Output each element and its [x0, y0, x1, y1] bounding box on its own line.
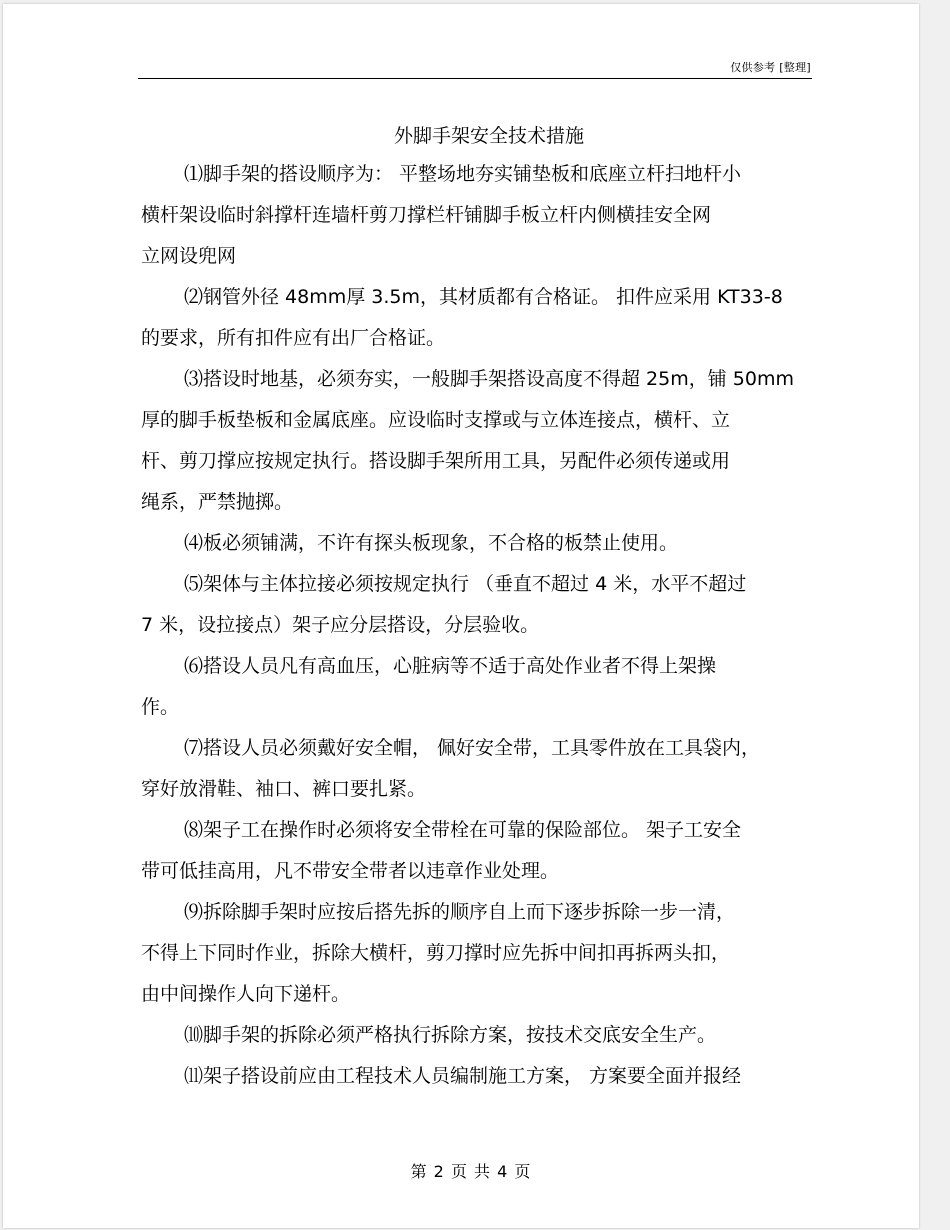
text-line: 作。: [141, 696, 180, 718]
page-footer: 第 2 页 共 4 页: [410, 1162, 532, 1181]
text-line: ⑾架子搭设前应由工程技术人员编制施工方案， 方案要全面并报经: [184, 1065, 742, 1087]
text-line: 绳系，严禁抛掷。: [141, 491, 294, 513]
document-title: 外脚手架安全技术措施: [393, 125, 584, 147]
text-line: 杆、剪刀撑应按规定执行。搭设脚手架所用工具，另配件必须传递或用: [141, 450, 731, 472]
header-divider: [138, 78, 812, 79]
text-line: 不得上下同时作业，拆除大横杆，剪刀撑时应先拆中间扣再拆两头扣，: [141, 942, 731, 964]
text-line: ⑺搭设人员必须戴好安全帽， 佩好安全带，工具零件放在工具袋内，: [184, 737, 761, 759]
text-line: 由中间操作人向下递杆。: [141, 983, 351, 1005]
header-note: 仅供参考 [整理]: [730, 61, 811, 74]
text-line: ⑹搭设人员凡有高血压，心脏病等不适于高处作业者不得上架操: [184, 655, 717, 677]
text-line: 立网设兜网: [141, 245, 237, 267]
text-line: ⑶搭设时地基，必须夯实，一般脚手架搭设高度不得超 25m，铺 50mm: [184, 368, 794, 390]
document-page: [3, 4, 919, 1228]
text-line: 横杆架设临时斜撑杆连墙杆剪刀撑栏杆铺脚手板立杆内侧横挂安全网: [141, 204, 712, 226]
text-line: ⑼拆除脚手架时应按后搭先拆的顺序自上而下逐步拆除一步一清，: [184, 901, 736, 923]
text-line: ⑻架子工在操作时必须将安全带栓在可靠的保险部位。 架子工安全: [184, 819, 742, 841]
text-line: ⑵钢管外径 48mm厚 3.5m，其材质都有合格证。 扣件应采用 KT33-8: [184, 286, 783, 308]
text-line: ⑽脚手架的拆除必须严格执行拆除方案，按技术交底安全生产。: [184, 1024, 717, 1046]
text-line: ⑴脚手架的搭设顺序为： 平整场地夯实铺垫板和底座立杆扫地杆小: [184, 163, 742, 185]
document-body: [141, 154, 831, 1097]
text-line: 穿好放滑鞋、袖口、裤口要扎紧。: [141, 778, 427, 800]
text-line: 的要求，所有扣件应有出厂合格证。: [141, 327, 446, 349]
text-line: ⑷板必须铺满，不许有探头板现象，不合格的板禁止使用。: [184, 532, 679, 554]
text-line: 7 米，设拉接点）架子应分层搭设，分层验收。: [141, 614, 540, 636]
text-line: ⑸架体与主体拉接必须按规定执行 （垂直不超过 4 米，水平不超过: [184, 573, 747, 595]
text-line: 带可低挂高用，凡不带安全带者以违章作业处理。: [141, 860, 560, 882]
text-line: 厚的脚手板垫板和金属底座。应设临时支撑或与立体连接点，横杆、立: [141, 409, 731, 431]
